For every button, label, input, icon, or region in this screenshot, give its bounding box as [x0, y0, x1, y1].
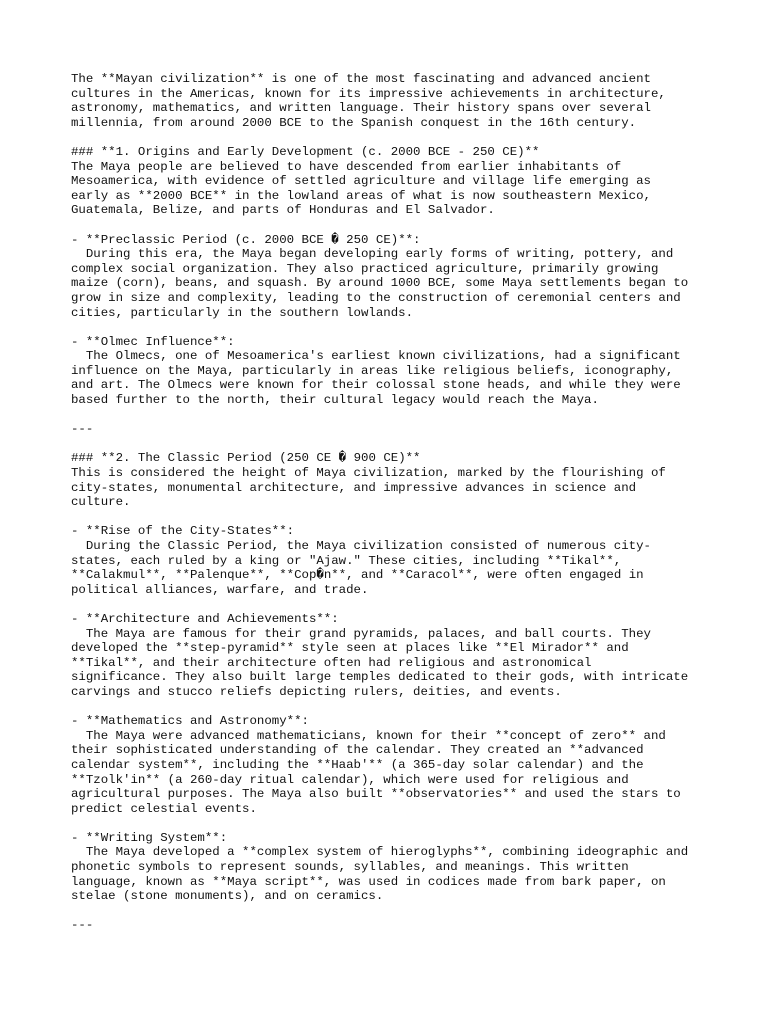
text-line: predict celestial events. [71, 801, 257, 816]
text-line: developed the **step-pyramid** style seen at places like **El Mirador** and [71, 641, 629, 656]
blank-line [71, 320, 751, 335]
text-line: agricultural purposes. The Maya also built **observatories** and used the stars to [71, 787, 681, 802]
text-line: early as **2000 BCE** in the lowland areas of what is now southeastern Mexico, [71, 188, 651, 203]
text-line: - **Rise of the City-States**: [71, 524, 295, 539]
blank-line [71, 408, 751, 423]
text-line: political alliances, warfare, and trade. [71, 582, 369, 597]
text-line: --- [71, 422, 94, 437]
text-line: phonetic symbols to represent sounds, syllables, and meanings. This written [71, 860, 629, 875]
text-line: The Maya developed a **complex system of hieroglyphs**, combining ideographic and [71, 845, 689, 860]
text-line: significance. They also built large temples dedicated to their gods, with intricate [71, 670, 689, 685]
text-line: based further to the north, their cultural legacy would reach the Maya. [71, 393, 599, 408]
text-line: ### **2. The Classic Period (250 CE � 900 CE)** [71, 451, 421, 466]
text-line: city-states, monumental architecture, and impressive advances in science and [71, 480, 637, 495]
text-line: During the Classic Period, the Maya civilization consisted of numerous city- [71, 539, 651, 553]
text-line: The **Mayan civilization** is one of the most fascinating and advanced ancient [71, 72, 651, 86]
text-line: - **Preclassic Period (c. 2000 BCE � 250 CE)**: [71, 232, 421, 247]
blank-line [71, 597, 751, 612]
blank-line [71, 130, 751, 145]
text-line: grow in size and complexity, leading to the construction of ceremonial centers and [71, 290, 681, 305]
text-line: **Tzolk'in** (a 260-day ritual calendar), which were used for religious and [71, 772, 629, 787]
blank-line [71, 700, 751, 715]
blank-line [71, 437, 751, 452]
text-line: and art. The Olmecs were known for their colossal stone heads, and while they were [71, 378, 681, 393]
blank-line [71, 816, 751, 831]
text-line: astronomy, mathematics, and written language. Their history spans over several [71, 101, 651, 116]
text-line: During this era, the Maya began developing early forms of writing, pottery, and [71, 247, 674, 262]
text-line: - **Olmec Influence**: [71, 334, 235, 349]
text-line: cities, particularly in the southern lowlands. [71, 305, 414, 320]
text-line: **Calakmul**, **Palenque**, **Cop�n**, and **Caracol**, were often engaged in [71, 568, 644, 583]
text-line: complex social organization. They also practiced agriculture, primarily growing [71, 261, 659, 276]
text-line: --- [71, 918, 94, 933]
text-line: - **Mathematics and Astronomy**: [71, 714, 309, 729]
text-line: influence on the Maya, particularly in areas like religious beliefs, iconography, [71, 363, 674, 378]
text-line: their sophisticated understanding of the calendar. They created an **advanced [71, 743, 644, 758]
text-line: The Maya are famous for their grand pyramids, palaces, and ball courts. They [71, 626, 651, 641]
text-line: - **Architecture and Achievements**: [71, 611, 339, 626]
text-line: - **Writing System**: [71, 830, 228, 845]
text-line: maize (corn), beans, and squash. By around 1000 BCE, some Maya settlements began to [71, 276, 689, 291]
text-line: calendar system**, including the **Haab'** (a 365-day solar calendar) and the [71, 757, 644, 772]
text-line: cultures in the Americas, known for its impressive achievements in architecture, [71, 86, 666, 101]
text-line: ### **1. Origins and Early Development (c. 2000 BCE - 250 CE)** [71, 144, 540, 159]
text-line: Guatemala, Belize, and parts of Honduras and El Salvador. [71, 203, 495, 218]
text-line: The Maya people are believed to have descended from earlier inhabitants of [71, 159, 622, 174]
blank-line [71, 904, 751, 919]
text-line: stelae (stone monuments), and on ceramics. [71, 889, 384, 904]
text-line: language, known as **Maya script**, was used in codices made from bark paper, on [71, 874, 666, 889]
text-line: The Maya were advanced mathematicians, known for their **concept of zero** and [71, 728, 666, 743]
text-line: **Tikal**, and their architecture often had religious and astronomical [71, 655, 592, 670]
document-page [71, 72, 751, 933]
text-line: states, each ruled by a king or "Ajaw." These cities, including **Tikal**, [71, 553, 622, 568]
text-line: culture. [71, 495, 131, 510]
text-line: This is considered the height of Maya civilization, marked by the flourishing of [71, 466, 666, 481]
blank-line [71, 510, 751, 525]
text-line: carvings and stucco reliefs depicting rulers, deities, and events. [71, 684, 562, 699]
text-line: The Olmecs, one of Mesoamerica's earliest known civilizations, had a significant [71, 349, 681, 364]
text-line: Mesoamerica, with evidence of settled agriculture and village life emerging as [71, 174, 651, 189]
text-line: millennia, from around 2000 BCE to the Spanish conquest in the 16th century. [71, 115, 637, 130]
blank-line [71, 218, 751, 233]
